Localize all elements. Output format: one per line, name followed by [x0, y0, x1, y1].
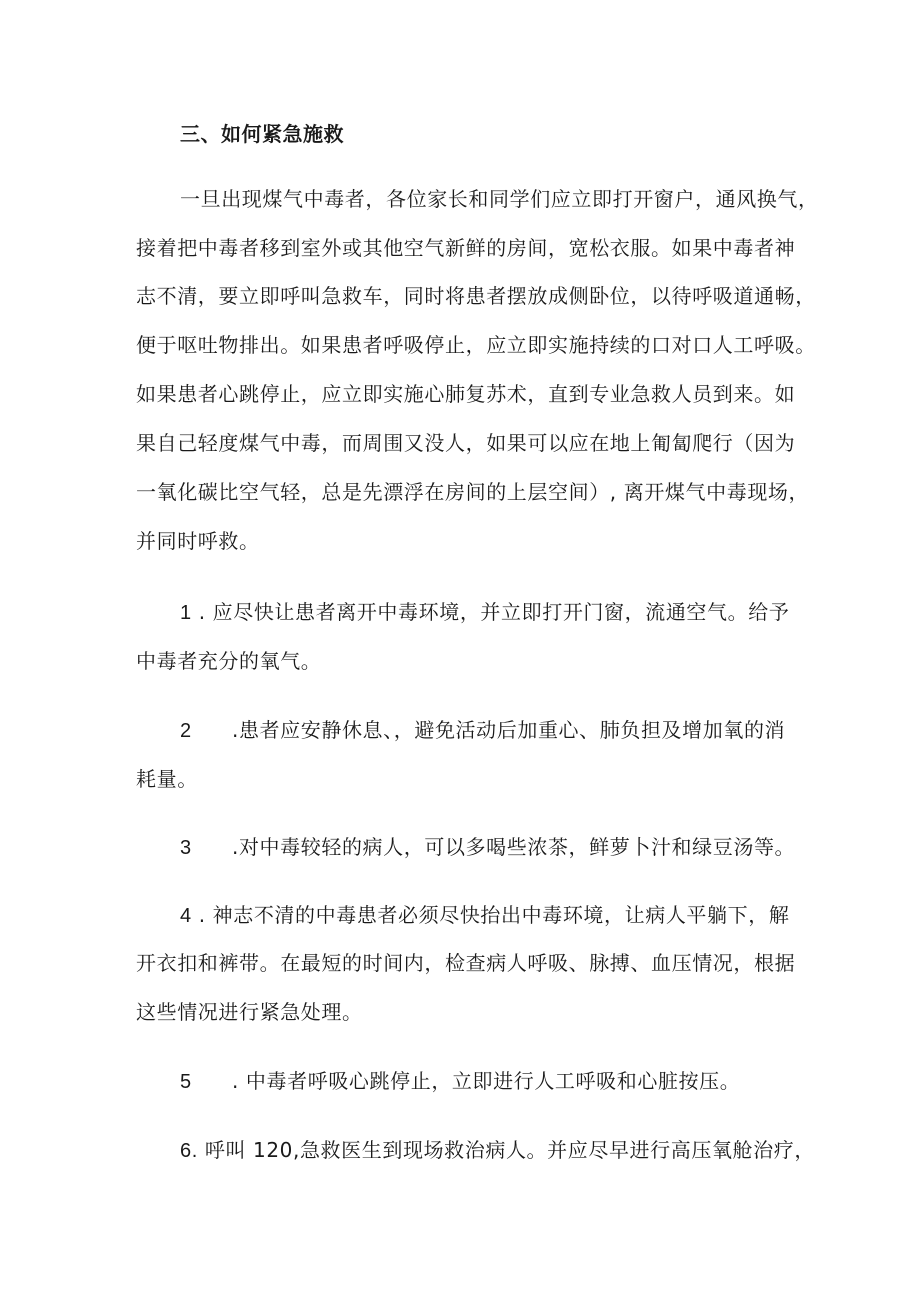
item-number: 5: [180, 1071, 192, 1093]
intro-line: 并同时呼救。: [136, 529, 260, 553]
intro-line: 一氧化碳比空气轻，总是先漂浮在房间的上层空间）, 离开煤气中毒现场，: [136, 480, 810, 504]
intro-line: 一旦出现煤气中毒者，各位家长和同学们应立即打开窗户，通风换气，: [180, 187, 819, 211]
intro-line: 如果患者心跳停止，应立即实施心肺复苏术，直到专业急救人员到来。如: [136, 382, 796, 406]
item-number: 6.: [180, 1140, 198, 1162]
section-heading: 三、如何紧急施救: [180, 122, 344, 146]
intro-line: 果自己轻度煤气中毒，而周围又没人，如果可以应在地上匍匐爬行（因为: [136, 431, 796, 455]
item-number: 3: [180, 837, 192, 859]
list-item-first-line: [180, 1064, 740, 1099]
item-text: . 中毒者呼吸心跳停止，立即进行人工呼吸和心脏按压。: [232, 1069, 741, 1093]
list-item-line: 这些情况进行紧急处理。: [136, 1000, 363, 1024]
item-text: .患者应安静休息、，避免活动后加重心、肺负担及增加氧的消: [232, 718, 786, 742]
list-item-first-line: [180, 898, 789, 933]
item-text: . 应尽快让患者离开中毒环境，并立即打开门窗，流通空气。给予: [198, 600, 790, 624]
list-item-first-line: [180, 830, 795, 865]
list-item-first-line: [180, 595, 789, 630]
intro-line: 接着把中毒者移到室外或其他空气新鲜的房间，宽松衣服。如果中毒者神: [136, 236, 796, 260]
item-number: 1: [180, 602, 192, 624]
intro-line: 志不清，要立即呼叫急救车，同时将患者摆放成侧卧位，以待呼吸道通畅，: [136, 284, 816, 308]
list-item-line: 中毒者充分的氧气。: [136, 649, 322, 673]
list-item-first-line: [180, 713, 785, 748]
list-item-first-line: [180, 1133, 815, 1168]
item-text: 呼叫 120,急救医生到现场救治病人。并应尽早进行高压氧舱治疗，: [204, 1138, 815, 1162]
intro-line: 便于呕吐物排出。如果患者呼吸停止，应立即实施持续的口对口人工呼吸。: [136, 333, 816, 357]
item-number: 2: [180, 720, 192, 742]
item-text: .对中毒较轻的病人，可以多喝些浓茶，鲜萝卜汁和绿豆汤等。: [232, 835, 796, 859]
item-text: . 神志不清的中毒患者必须尽快抬出中毒环境，让病人平躺下，解: [198, 903, 790, 927]
item-number: 4: [180, 905, 192, 927]
list-item-line: 开衣扣和裤带。在最短的时间内，检查病人呼吸、脉搏、血压情况，根据: [136, 951, 796, 975]
list-item-line: 耗量。: [136, 767, 198, 791]
